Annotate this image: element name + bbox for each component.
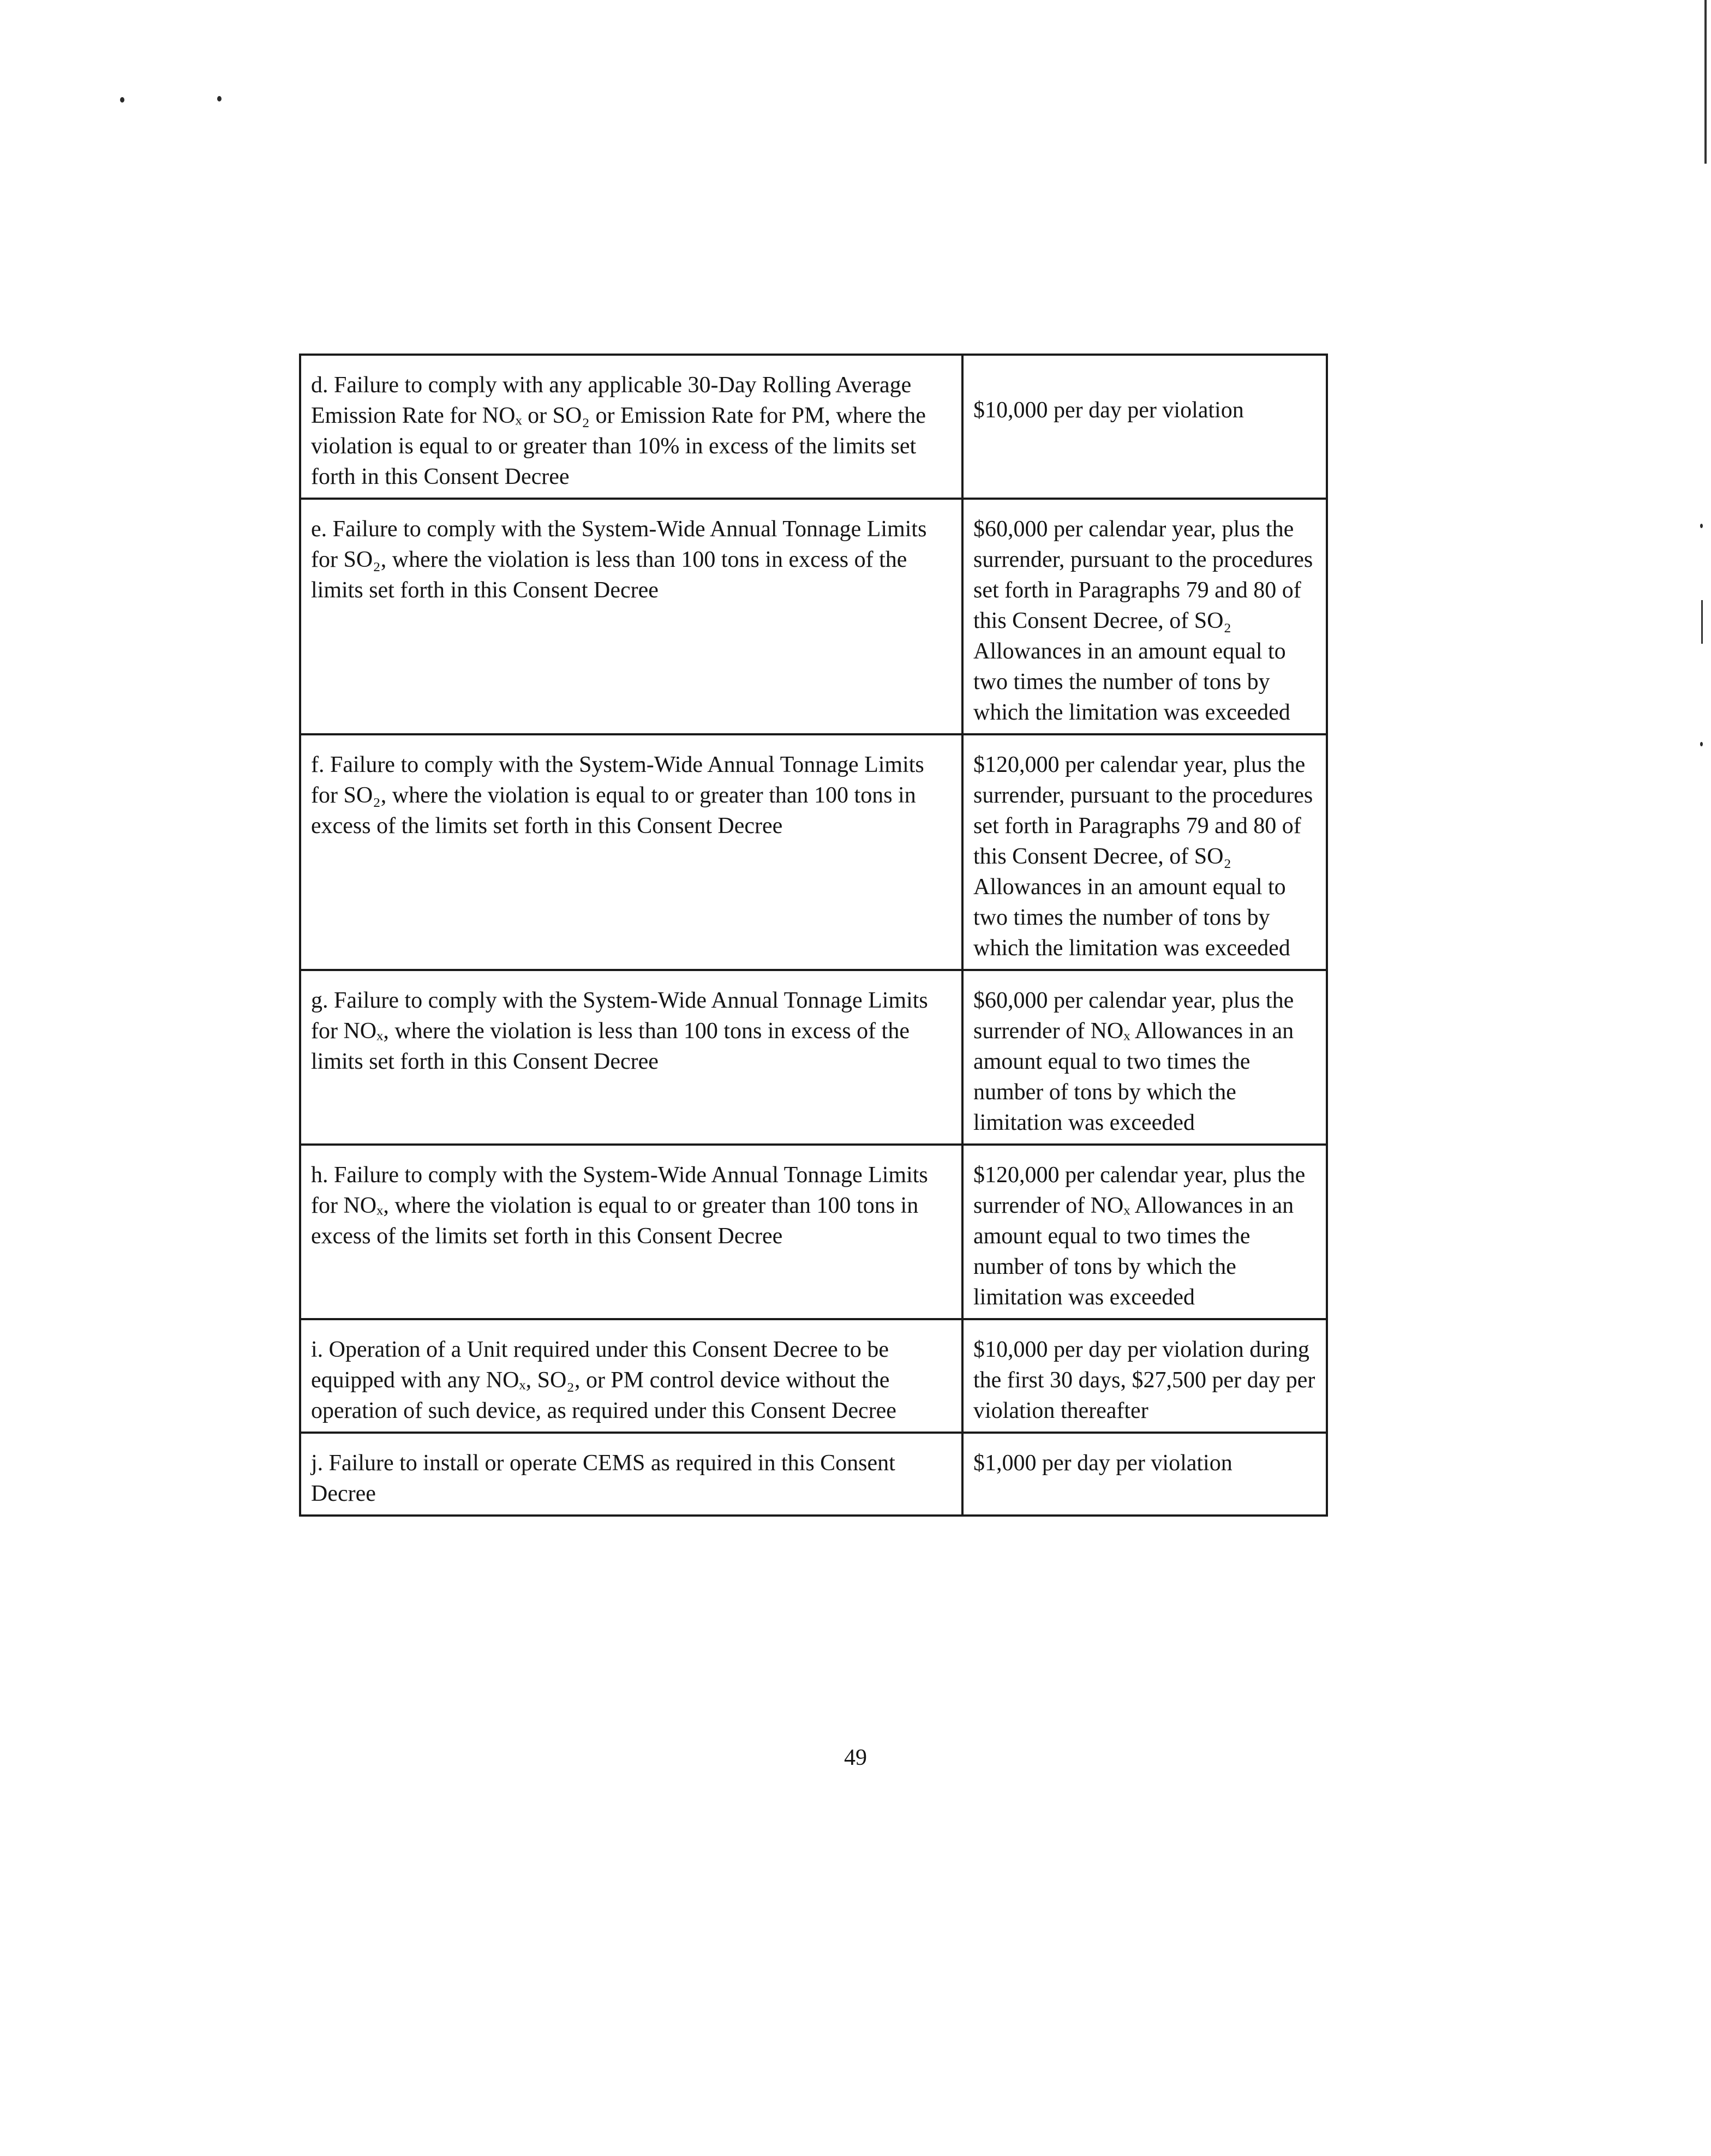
table-row	[300, 499, 1327, 734]
table-row	[300, 355, 1327, 499]
violation-cell: g. Failure to comply with the System-Wide Annual Tonnage Limits for NOₓ, where the violation is less than 100 tons in excess of the limits set forth in this Consent Decree	[300, 970, 962, 1145]
table-row	[300, 734, 1327, 970]
penalty-cell: $120,000 per calendar year, plus the surrender, pursuant to the procedures set forth in Paragraphs 79 and 80 of this Consent Decree, of SO₂ Allowances in an amount equal to two times the number of tons by which the limitation was exceeded	[962, 734, 1327, 970]
violation-cell: f. Failure to comply with the System-Wide Annual Tonnage Limits for SO₂, where the violation is equal to or greater than 100 tons in excess of the limits set forth in this Consent Decree	[300, 734, 962, 970]
violation-cell: j. Failure to install or operate CEMS as required in this Consent Decree	[300, 1433, 962, 1516]
page-number: 49	[844, 1745, 867, 1770]
violation-cell: d. Failure to comply with any applicable 30-Day Rolling Average Emission Rate for NOₓ or SO₂ or Emission Rate for PM, where the violation is equal to or greater than 10% in excess of the limits set forth in this Consent Decree	[300, 355, 962, 499]
penalty-cell: $120,000 per calendar year, plus the surrender of NOₓ Allowances in an amount equal to two times the number of tons by which the limitation was exceeded	[962, 1145, 1327, 1319]
scan-speck	[217, 96, 222, 101]
penalty-cell: $60,000 per calendar year, plus the surrender, pursuant to the procedures set forth in Paragraphs 79 and 80 of this Consent Decree, of SO₂ Allowances in an amount equal to two times the number of tons by which the limitation was exceeded	[962, 499, 1327, 734]
violation-cell: i. Operation of a Unit required under this Consent Decree to be equipped with any NOₓ, SO₂, or PM control device without the operation of such device, as required under this Consent Decree	[300, 1319, 962, 1433]
violation-cell: e. Failure to comply with the System-Wide Annual Tonnage Limits for SO₂, where the violation is less than 100 tons in excess of the limits set forth in this Consent Decree	[300, 499, 962, 734]
table-row	[300, 970, 1327, 1145]
scan-speck	[1700, 742, 1703, 746]
scan-speck	[120, 97, 124, 103]
stipulated-penalties-table	[299, 354, 1328, 1517]
scan-edge-mark	[1704, 0, 1707, 164]
penalty-cell: $10,000 per day per violation during the first 30 days, $27,500 per day per violation thereafter	[962, 1319, 1327, 1433]
scan-speck	[1700, 524, 1703, 528]
penalty-cell: $1,000 per day per violation	[962, 1433, 1327, 1516]
table-row	[300, 1319, 1327, 1433]
penalty-cell: $10,000 per day per violation	[962, 355, 1327, 499]
table-row	[300, 1145, 1327, 1319]
scan-edge-mark	[1701, 600, 1703, 644]
violation-cell: h. Failure to comply with the System-Wide Annual Tonnage Limits for NOₓ, where the violation is equal to or greater than 100 tons in excess of the limits set forth in this Consent Decree	[300, 1145, 962, 1319]
penalty-cell: $60,000 per calendar year, plus the surrender of NOₓ Allowances in an amount equal to two times the number of tons by which the limitation was exceeded	[962, 970, 1327, 1145]
table-row	[300, 1433, 1327, 1516]
